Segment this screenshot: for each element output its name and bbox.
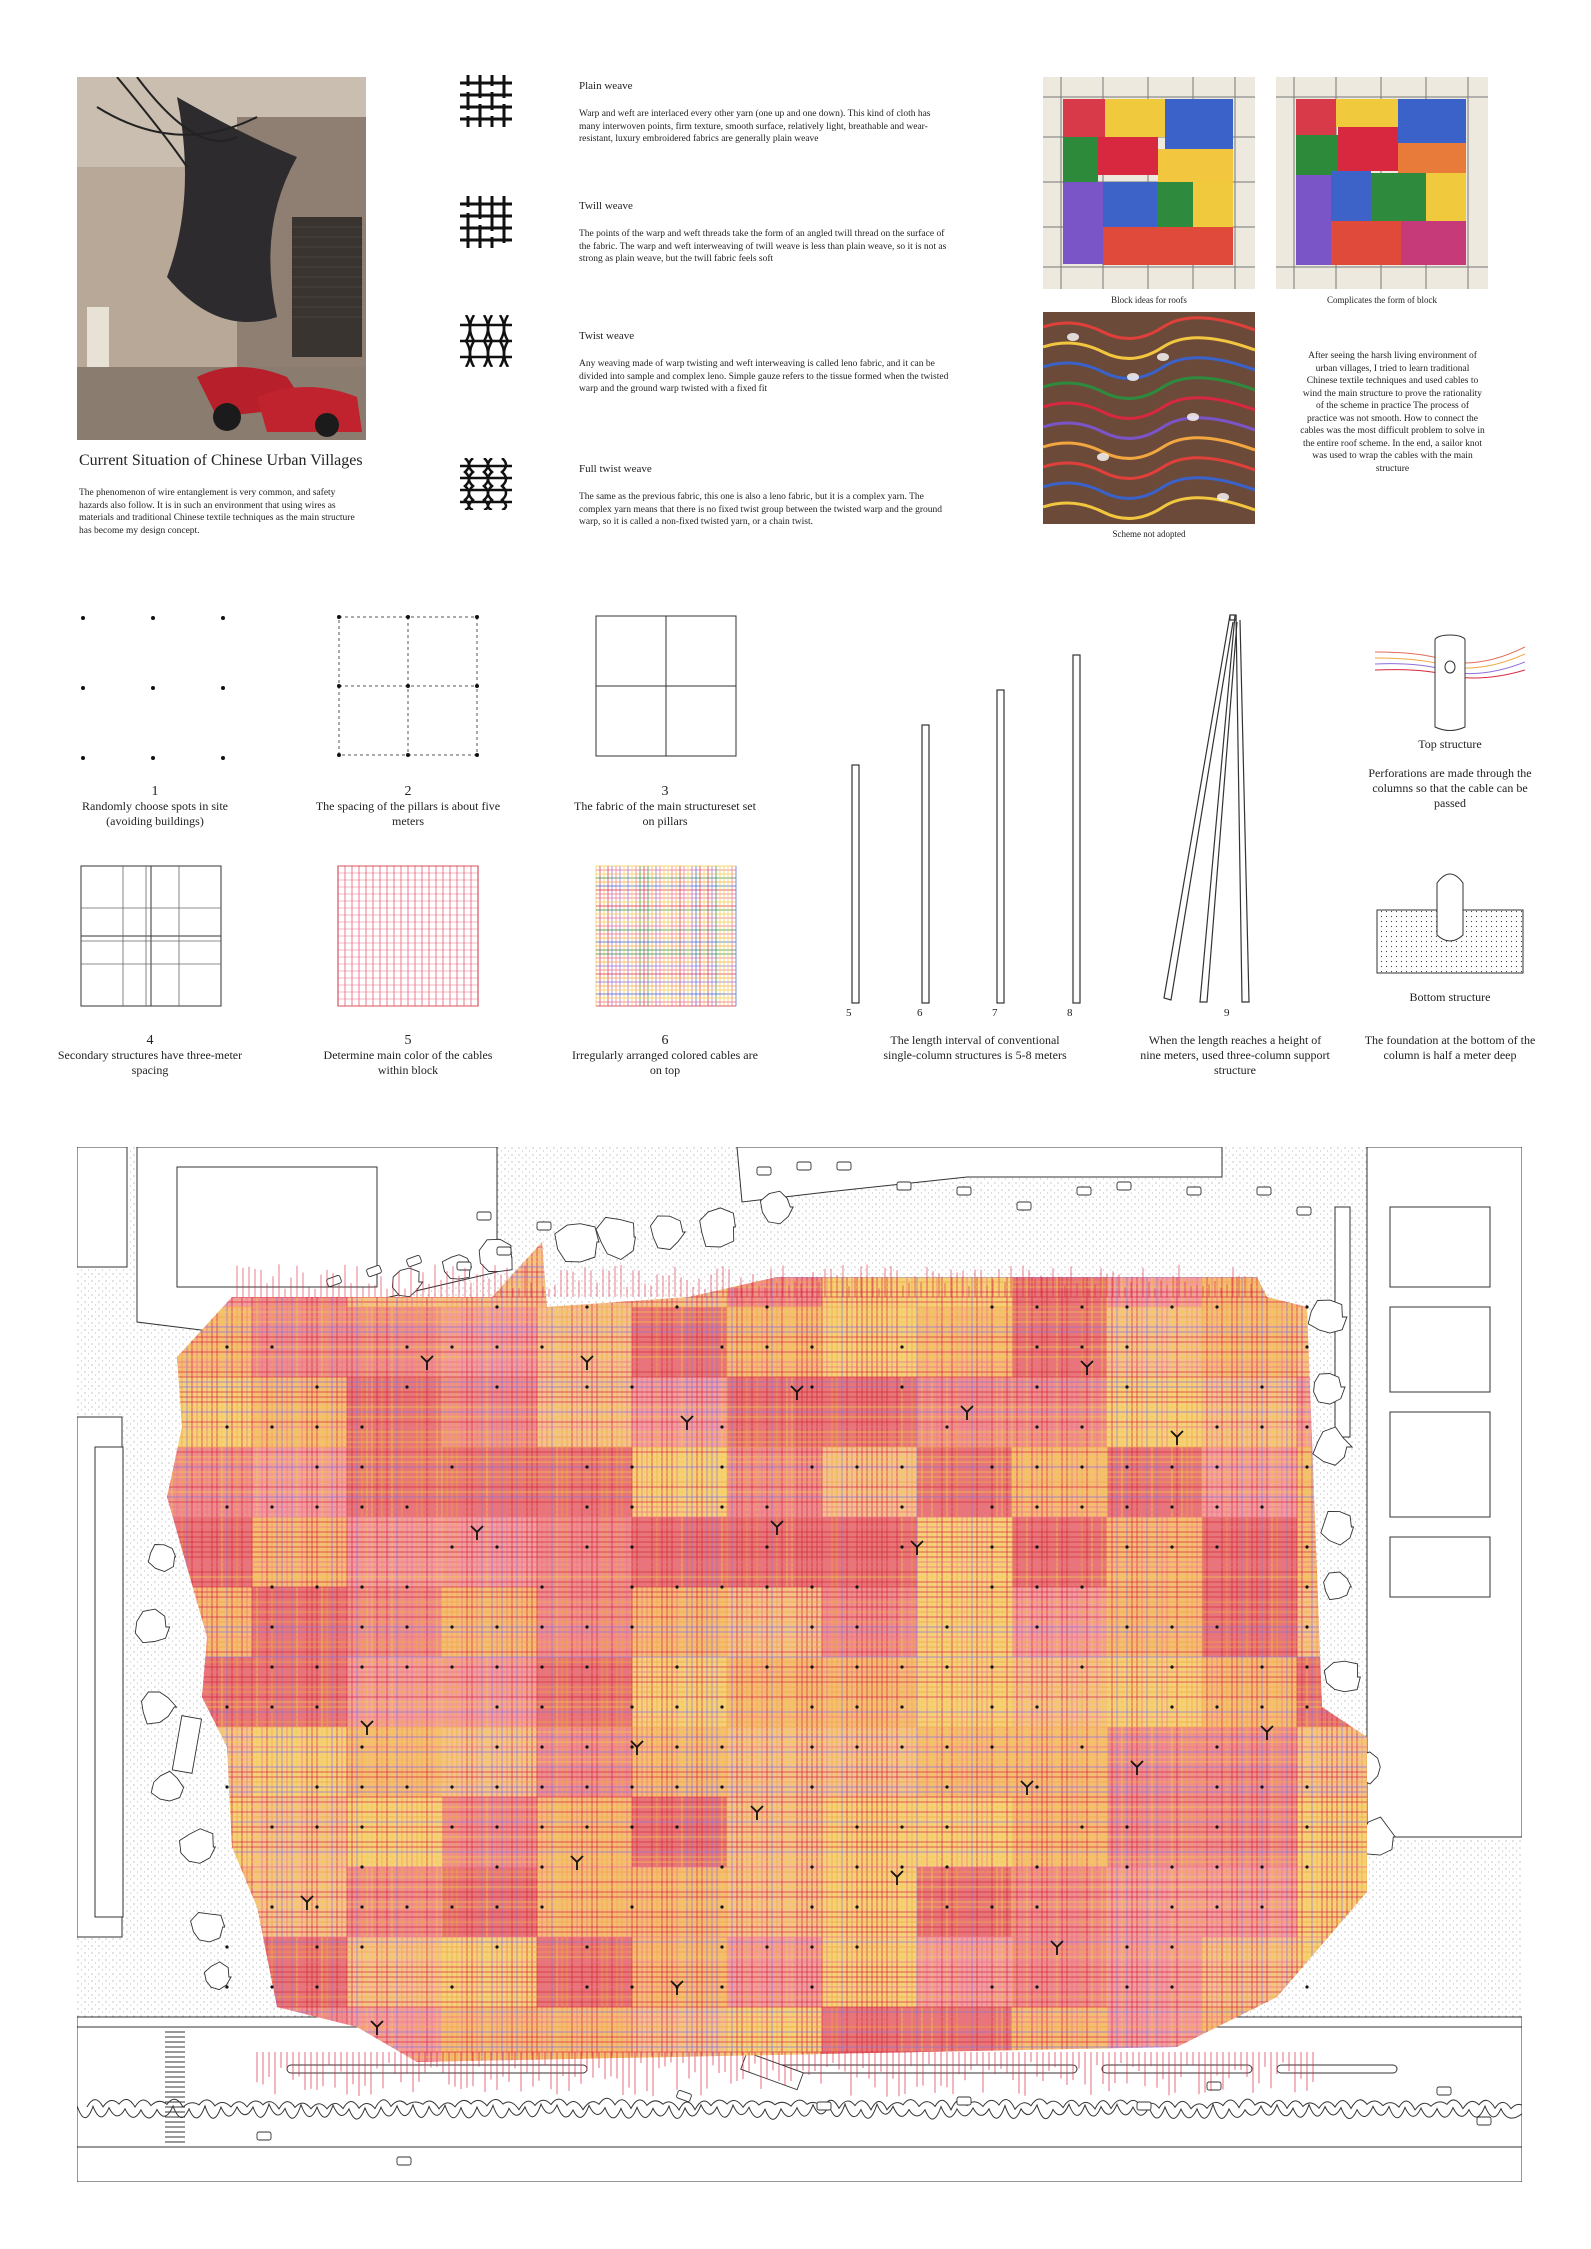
current-situation-text: The phenomenon of wire entanglement is very common, and safety hazards also follow. It is in such an environment that using wires as materials and traditional Chinese textile techniques as the main structure has become my design concept. <box>79 488 355 536</box>
column-label-6: 6 <box>917 1007 923 1019</box>
twist-weave-text: Any weaving made of warp twisting and weft interweaving is called leno fabric, and it can be divided into sample and complex leno. Simple gauze refers to the tissue formed when the twisted warp and the ground warp twisted with a fixed fit <box>579 359 949 394</box>
step-2-number: 2 <box>404 784 412 799</box>
step-2-text: The spacing of the pillars is about five meters <box>315 799 501 828</box>
twill-weave-icon <box>460 196 512 248</box>
step-2-caption <box>313 784 503 829</box>
column-label-9: 9 <box>1224 1007 1230 1019</box>
block-ideas-caption: Block ideas for roofs <box>1111 295 1187 305</box>
step-1-number: 1 <box>151 784 159 799</box>
column-label-7: 7 <box>992 1007 998 1019</box>
column-label-8: 8 <box>1067 1007 1073 1019</box>
bottom-structure-text: The foundation at the bottom of the column is half a meter deep <box>1364 1033 1536 1062</box>
twist-weave-icon <box>460 315 512 367</box>
site-plan <box>77 1147 1522 2182</box>
top-structure-title: Top structure <box>1418 737 1482 751</box>
step-1-text: Randomly choose spots in site (avoiding buildings) <box>82 799 228 828</box>
scheme-not-adopted-photo <box>1043 312 1255 524</box>
step-6-number: 6 <box>661 1033 669 1048</box>
column-caption: The length interval of conventional single-column structures is 5-8 meters <box>883 1033 1067 1062</box>
step-3-text: The fabric of the main structureset set on pillars <box>574 799 756 828</box>
step-5-text: Determine main color of the cables within block <box>323 1048 493 1077</box>
twill-weave-title: Twill weave <box>579 200 633 212</box>
step-6-caption <box>570 1033 760 1078</box>
block-ideas-photo <box>1043 77 1255 289</box>
full-twist-weave-icon <box>460 458 512 510</box>
step-1-caption <box>60 784 250 829</box>
experiments-text: After seeing the harsh living environment of urban villages, I tried to learn traditional Chinese textile techniques and used cables to wind the main structure to prove the rationality of the scheme in practice The process of practice was not smooth. How to connect the cables was the most difficult problem to solve in the entire roof scheme. In the end, a sailor knot was used to wrap the cables with the main structure <box>1300 351 1485 474</box>
twill-weave-text: The points of the warp and weft threads take the form of an angled twill thread on the surface of the fabric. The warp and weft interweaving of twill weave is less than plain weave, so it is not as strong as plain weave, but the twill fabric feels soft <box>579 229 947 264</box>
step-5-caption <box>313 1033 503 1078</box>
full-twist-weave-text: The same as the previous fabric, this one is also a leno fabric, but it is a complex yarn. The complex yarn means that there is no fixed twist group between the twisted warp and the ground warp, so it is called a non-fixed twisted yarn, or a chain twist. <box>579 492 943 527</box>
step-4-caption <box>55 1033 245 1078</box>
bottom-structure-diagram <box>1375 865 1525 975</box>
top-structure-text: Perforations are made through the columns so that the cable can be passed <box>1368 766 1532 810</box>
scheme-not-adopted-caption: Scheme not adopted <box>1112 529 1186 539</box>
column-label-5: 5 <box>846 1007 852 1019</box>
step-2-diagram <box>337 615 479 757</box>
complicated-block-photo <box>1276 77 1488 289</box>
twist-weave-title: Twist weave <box>579 330 635 342</box>
full-twist-weave-title: Full twist weave <box>579 463 652 475</box>
plain-weave-title: Plain weave <box>579 80 633 92</box>
urban-village-photo <box>77 77 366 440</box>
bottom-structure-title: Bottom structure <box>1409 990 1491 1004</box>
step-6-diagram <box>595 865 737 1007</box>
column-9-caption: When the length reaches a height of nine meters, used three-column support structure <box>1140 1033 1330 1077</box>
step-3-caption <box>570 784 760 829</box>
step-3-diagram <box>595 615 737 757</box>
column-lengths-diagram <box>840 610 1260 1010</box>
step-4-text: Secondary structures have three-meter spacing <box>57 1048 243 1077</box>
complicated-block-caption: Complicates the form of block <box>1327 295 1437 305</box>
step-5-diagram <box>337 865 479 1007</box>
plain-weave-icon <box>460 75 512 127</box>
top-structure-diagram <box>1375 622 1525 737</box>
step-3-number: 3 <box>661 784 669 799</box>
plain-weave-text: Warp and weft are interlaced every other yarn (one up and one down). This kind of cloth has many interwoven points, firm texture, smooth surface, relatively light, breathable and wear-resistant, luxury embroidered fabrics are generally plain weave <box>579 109 931 144</box>
step-6-text: Irregularly arranged colored cables are on top <box>572 1048 758 1077</box>
step-5-number: 5 <box>404 1033 412 1048</box>
step-4-number: 4 <box>146 1033 154 1048</box>
step-4-diagram <box>80 865 222 1007</box>
step-1-diagram <box>80 615 230 765</box>
current-situation-title: Current Situation of Chinese Urban Villages <box>79 452 363 469</box>
